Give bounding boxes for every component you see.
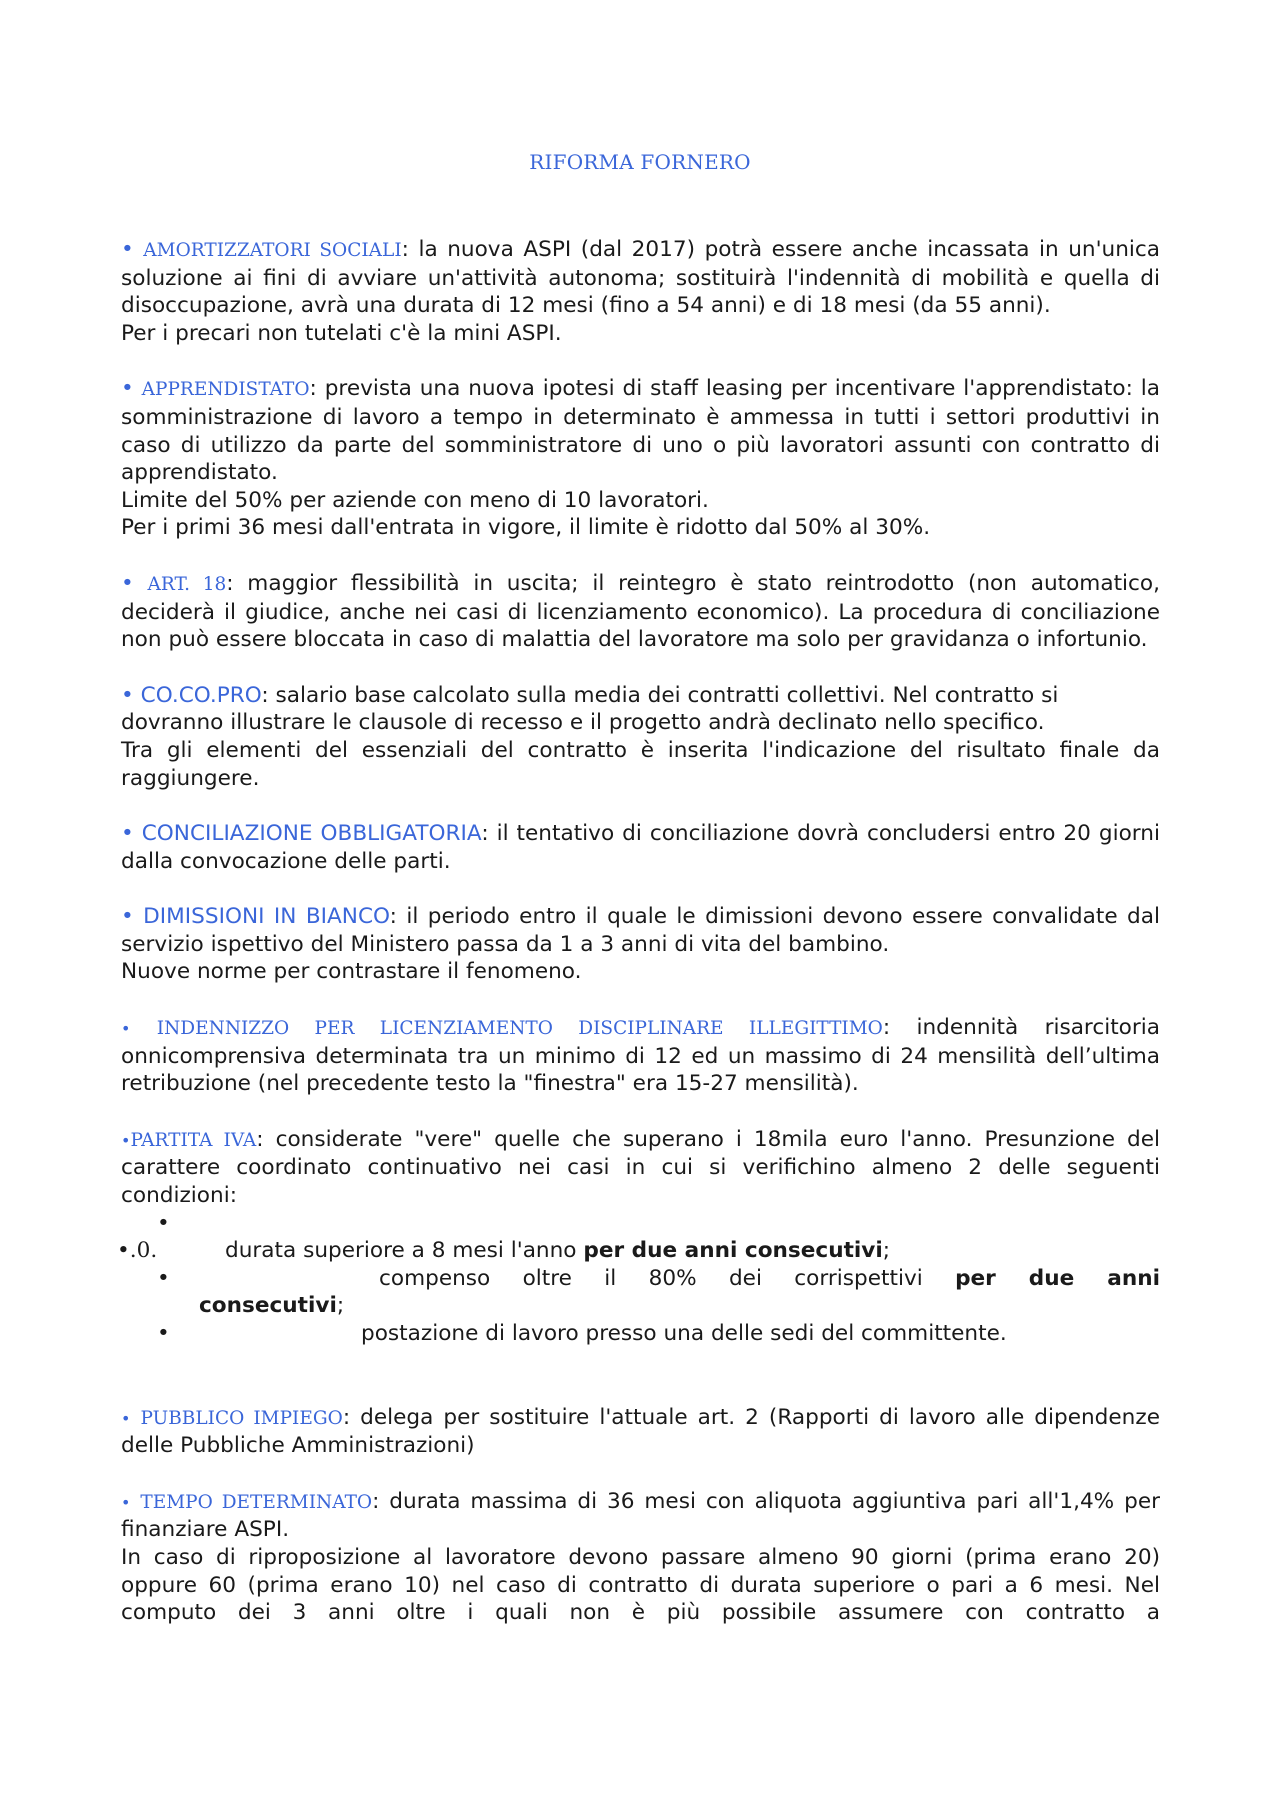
condition-2-bold-cont: consecutivi	[199, 1293, 337, 1319]
bullet-icon: •	[121, 1019, 131, 1039]
keyword-cocopro: CO.CO.PRO	[140, 682, 262, 708]
section-dimissioni	[121, 903, 1160, 958]
keyword-indennizzo: INDENNIZZO PER LICENZIAMENTO DISCIPLINARE ILLEGITTIMO	[156, 1018, 883, 1040]
section-cocopro	[121, 682, 1160, 710]
extra-apprendistato-1: Limite del 50% per aziende con meno di 10 lavoratori.	[121, 487, 709, 513]
text-indennizzo: : indennità risarcitoria onnicomprensiva determinata tra un minimo di 12 ed un massimo di 24 mensilità dell’ultima retribuzione (nel precedente testo la "finestra" era 15-27 mensilità).	[121, 1015, 1160, 1097]
bullet-icon: •	[121, 570, 134, 596]
condition-2-text: compenso oltre il 80% dei corrispettivi	[379, 1265, 923, 1291]
keyword-dimissioni: DIMISSIONI IN BIANCO	[143, 904, 390, 930]
section-apprendistato	[121, 375, 1160, 486]
list-item-empty	[121, 1210, 1160, 1238]
section-amortizzatori	[121, 236, 1160, 320]
section-pubblico-impiego	[121, 1404, 1160, 1460]
condition-2-bold: per due anni	[955, 1265, 1160, 1291]
condition-3-text: postazione di lavoro presso una delle sedi del committente.	[361, 1321, 1007, 1346]
section-partita-iva	[121, 1126, 1160, 1210]
list-bullet-icon: •	[157, 1265, 170, 1291]
text-apprendistato: : prevista una nuova ipotesi di staff leasing per incentivare l'apprendistato: la somministrazione di lavoro a tempo in determinato è ammessa in tutti i settori produttivi in caso di utilizzo da parte del somministratore di uno o più lavoratori assunti con contratto di apprendistato.	[121, 376, 1160, 486]
list-item-condition-2	[121, 1265, 1160, 1293]
text-conciliazione: : il tentativo di conciliazione dovrà concludersi entro 20 giorni dalla convocazione delle parti.	[121, 821, 1160, 874]
keyword-art18: ART. 18	[147, 573, 227, 595]
bullet-icon: •	[121, 904, 134, 930]
section-art18	[121, 570, 1160, 654]
text-dimissioni: : il periodo entro il quale le dimissioni devono essere convalidate dal servizio ispettivo del Ministero passa da 1 a 3 anni di vita del bambino.	[121, 904, 1160, 957]
section-indennizzo	[121, 1014, 1160, 1098]
keyword-apprendistato: APPRENDISTATO	[141, 379, 310, 401]
list-item-condition-2-cont	[121, 1292, 1160, 1320]
keyword-conciliazione: CONCILIAZIONE OBBLIGATORIA	[141, 821, 482, 847]
bullet-icon: •	[121, 237, 134, 262]
text-partita-iva: : considerate "vere" quelle che superano i 18mila euro l'anno. Presunzione del carattere coordinato continuativo nei casi in cui si verifichino almeno 2 delle seguenti condizioni:	[121, 1126, 1160, 1209]
text-cocopro-1: : salario base calcolato sulla media dei contratti collettivi. Nel contratto si	[261, 682, 1059, 708]
bullet-icon: •	[121, 682, 134, 708]
extra-amortizzatori: Per i precari non tutelati c'è la mini ASPI.	[121, 320, 562, 346]
bullet-icon: •	[121, 1408, 131, 1428]
document-body	[117, 236, 1160, 1627]
list-item-condition-3	[121, 1320, 1160, 1348]
condition-2-end: ;	[336, 1293, 345, 1319]
condition-1-end: ;	[882, 1238, 891, 1264]
bullet-icon: •	[121, 1492, 131, 1512]
bullet-icon: •	[121, 821, 134, 847]
keyword-tempo-determinato: TEMPO DETERMINATO	[140, 1491, 373, 1513]
extra-cocopro: Tra gli elementi del essenziali del contratto è inserita l'indicazione del risultato finale da raggiungere.	[121, 737, 1160, 791]
extra-tempo-determinato: In caso di riproposizione al lavoratore devono passare almeno 90 giorni (prima erano 20) oppure 60 (prima erano 10) nel caso di contratto di durata superiore o pari a 6 mesi. Nel computo dei 3 anni oltre i quali non è più possibile assumere con contratto a	[121, 1544, 1160, 1626]
extra-dimissioni: Nuove norme per contrastare il fenomeno.	[121, 959, 582, 985]
section-conciliazione	[121, 820, 1160, 875]
section-tempo-determinato	[121, 1488, 1160, 1544]
keyword-pubblico-impiego: PUBBLICO IMPIEGO	[140, 1407, 343, 1429]
list-bullet-icon: •	[157, 1321, 170, 1346]
document-title: RIFORMA FORNERO	[529, 150, 751, 174]
text-cocopro-2: dovranno illustrare le clausole di recesso e il progetto andrà declinato nello specifico.	[121, 710, 1045, 736]
bullet-icon: •	[121, 1130, 131, 1150]
text-tempo-determinato: : durata massima di 36 mesi con aliquota aggiuntiva pari all'1,4% per finanziare ASPI.	[121, 1488, 1160, 1543]
text-pubblico-impiego: : delega per sostituire l'attuale art. 2 (Rapporti di lavoro alle dipendenze delle Pubbliche Amministrazioni)	[121, 1404, 1160, 1459]
condition-1-text: durata superiore a 8 mesi l'anno	[225, 1238, 584, 1264]
keyword-amortizzatori: AMORTIZZATORI SOCIALI	[143, 240, 402, 261]
keyword-partita-iva: PARTITA IVA	[130, 1129, 257, 1151]
text-amortizzatori: : la nuova ASPI (dal 2017) potrà essere anche incassata in un'unica soluzione ai fini di avviare un'attività autonoma; sostituirà l'indennità di mobilità e quella di disoccupazione, avrà una durata di 12 mesi (fino a 54 anni) e di 18 mesi (da 55 anni).	[121, 237, 1160, 319]
list-marker: •.0.	[117, 1238, 158, 1264]
bullet-icon: •	[121, 376, 134, 402]
list-item-condition-1	[117, 1237, 1160, 1265]
condition-1-bold: per due anni consecutivi	[583, 1238, 883, 1264]
extra-apprendistato-2: Per i primi 36 mesi dall'entrata in vigore, il limite è ridotto dal 50% al 30%.	[121, 515, 931, 541]
list-bullet-icon: •	[157, 1210, 170, 1236]
text-art18: : maggior flessibilità in uscita; il reintegro è stato reintrodotto (non automatico, deciderà il giudice, anche nei casi di licenziamento economico). La procedura di conciliazione non può essere bloccata in caso di malattia del lavoratore ma solo per gravidanza o infortunio.	[121, 570, 1160, 653]
